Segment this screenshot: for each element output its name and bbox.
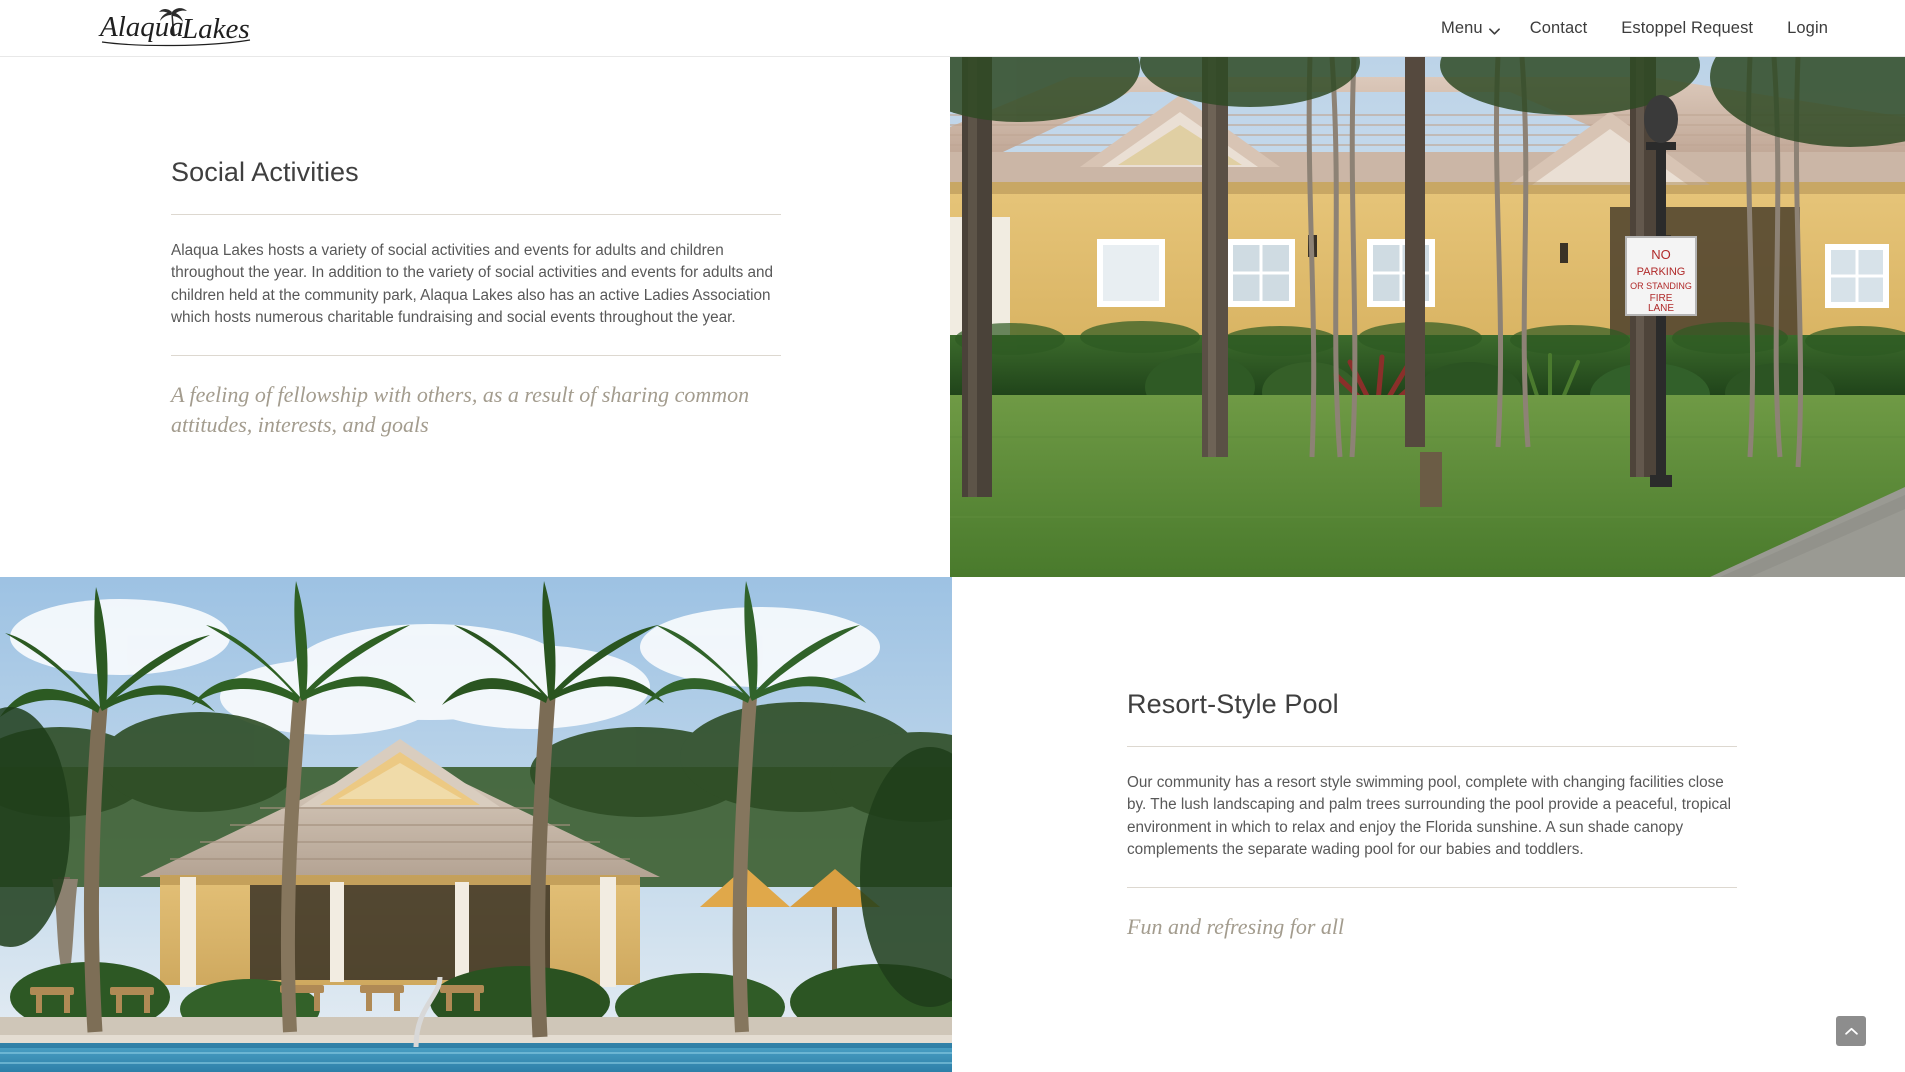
nav-item-estoppel-request[interactable]: Estoppel Request (1621, 19, 1754, 37)
scroll-to-top-button[interactable] (1836, 1016, 1866, 1046)
resort-style-pool-body: Our community has a resort style swimming pool, complete with changing facilities close by. The lush landscaping and palm trees surrounding the pool provide a peaceful, tropical environment in which to relax and enjoy the Florida sunshine. A sun shade canopy complements the separate wading pool for our babies and toddlers. (1127, 772, 1737, 888)
svg-text:NO: NO (1651, 247, 1671, 262)
chevron-down-icon (1489, 24, 1500, 35)
resort-style-pool-text-block (1127, 689, 1737, 942)
section-resort-style-pool (0, 577, 1905, 1072)
svg-text:PARKING: PARKING (1636, 266, 1686, 278)
chevron-up-icon (1845, 1027, 1858, 1036)
nav-item-menu[interactable] (1424, 0, 1513, 57)
section-title: Resort-Style Pool (1127, 689, 1737, 747)
resort-style-pool-photo (0, 577, 952, 1072)
main-navigation (1424, 0, 1845, 57)
svg-text:LANE: LANE (1647, 303, 1675, 314)
svg-text:Alaqua: Alaqua (100, 11, 184, 43)
resort-style-pool-quote: Fun and refresing for all (1127, 914, 1345, 940)
site-header (0, 0, 1905, 57)
social-activities-quote: A feeling of fellowship with others, as a result of sharing common attitudes, interests, and goals (171, 382, 750, 437)
nav-item-login[interactable]: Login (1787, 19, 1828, 37)
svg-text:FIRE: FIRE (1649, 293, 1673, 304)
svg-text:OR STANDING: OR STANDING (1630, 281, 1692, 291)
clubhouse-exterior-photo (950, 57, 1905, 577)
alaqua-lakes-logo[interactable] (97, 4, 257, 52)
social-activities-text-block (171, 157, 781, 440)
page-title: Social Activities (171, 157, 781, 215)
resort-style-pool-text-column (952, 577, 1905, 1072)
svg-text:Lakes: Lakes (182, 13, 250, 45)
social-activities-text-column (0, 57, 950, 577)
nav-item-menu-label: Menu (1441, 19, 1483, 37)
nav-item-contact[interactable]: Contact (1529, 19, 1588, 37)
social-activities-body: Alaqua Lakes hosts a variety of social activities and events for adults and children throughout the year. In addition to the variety of social activities and events for adults and children held at the community park, Alaqua Lakes also has an active Ladies Association which hosts numerous charitable fundraising and social events throughout the year. (171, 240, 781, 356)
section-social-activities (0, 57, 1905, 577)
